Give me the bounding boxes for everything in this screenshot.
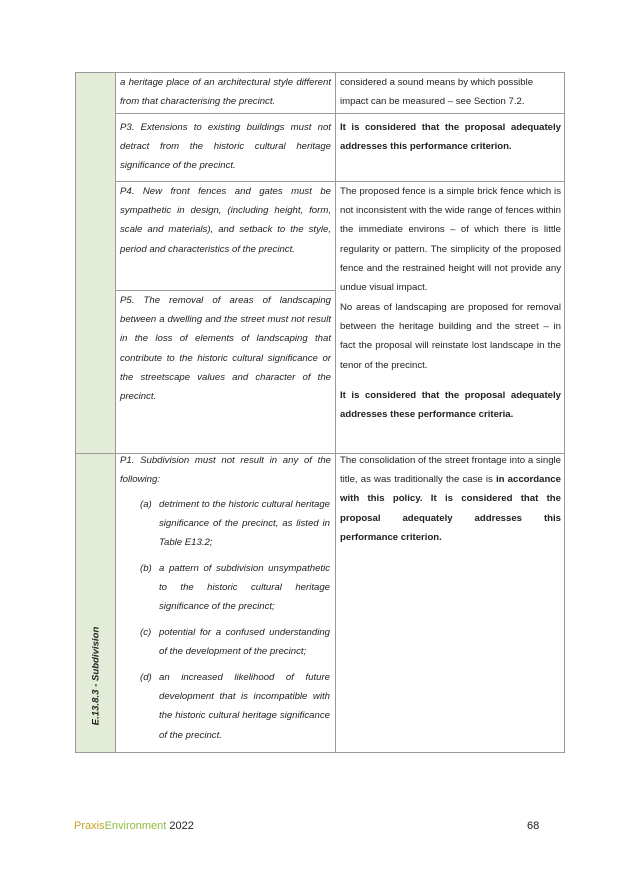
criterion-p4: P4. New front fences and gates must be sympathetic in design, (including height, form, scale and materials), and setback to the style, period and characteristics of the precinct. [120,186,331,255]
criterion-p3: P3. Extensions to existing buildings must not detract from the historic cultural heritage significance of the precinct. [120,122,331,172]
item-text: an increased likelihood of future development that is incompatible with the historic cultural heritage significance of the precinct. [159,672,330,741]
criterion-p5: P5. The removal of areas of landscaping between a dwelling and the street must not result in the loss of elements of landscaping that contribute to the historic cultural significance or the streetscape values and character of the precinct. [120,295,331,403]
item-marker: (a) [140,499,152,510]
response-p2-tail: considered a sound means by which possible impact can be measured – see Section 7.2. [340,77,534,108]
brand-name-part1: Praxis [74,820,105,832]
footer-year: 2022 [166,820,194,832]
response-p4: The proposed fence is a simple brick fence which is not inconsistent with the wide range of fences within the immediate environs – of which there is little regularity or pattern. The simplicity of the proposed fence and the restrained height will not provide any undue visual impact. [340,186,561,294]
response-p5-conclusion: It is considered that the proposal adequately addresses these performance criteria. [340,390,561,421]
item-marker: (c) [140,627,152,638]
brand-name-part2: Environment [104,820,167,832]
item-marker: (d) [140,672,152,683]
criterion-item-a [140,495,330,553]
item-marker: (b) [140,563,152,574]
response-p3: It is considered that the proposal adequately addresses this performance criterion. [340,122,561,153]
side-cell-upper [76,73,116,453]
row-divider [116,113,564,114]
response-subdivision [340,451,561,547]
response-p5: No areas of landscaping are proposed for removal between the heritage building and the street – in fact the proposal will reinstate lost landscape in the tenor of the precinct. [340,302,561,371]
criterion-p2-tail: a heritage place of an architectural style different from that characterising the precinct. [120,77,331,108]
item-text: detriment to the historic cultural heritage significance of the precinct, as listed in Table E13.2; [159,499,330,549]
side-label-subdivision: E.13.8.3 - Subdivision [90,626,102,726]
item-text: a pattern of subdivision unsympathetic to the historic cultural heritage significance of the precinct; [159,563,330,613]
response-subdivision-conclusion: in accordance with this policy. It is considered that the proposal adequately addresses this performance criterion. [340,474,561,543]
item-text: potential for a confused understanding of the development of the precinct; [159,627,330,658]
response-subdivision-text: The consolidation of the street frontage into a single title, as was traditionally the case is [340,455,561,486]
column-divider [335,73,336,752]
criterion-subdivision-p1: P1. Subdivision must not result in any of the following: [120,455,331,486]
criterion-item-b [140,559,330,617]
criterion-item-c [140,623,330,661]
footer-brand [74,820,194,832]
criterion-item-d [140,668,330,745]
assessment-table [75,72,565,753]
page-number: 68 [527,820,540,832]
